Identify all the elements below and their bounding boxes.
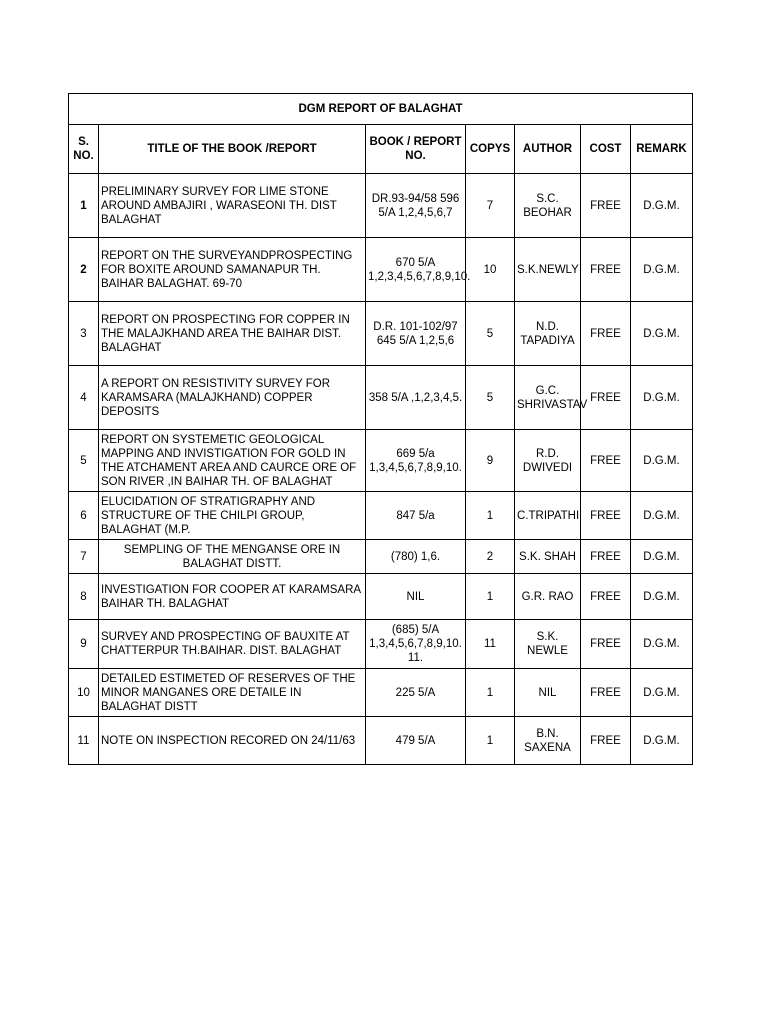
cell-title: DETAILED ESTIMETED OF RESERVES OF THE MINOR MANGANES ORE DETAILE IN BALAGHAT DISTT — [99, 669, 366, 717]
cell-remark: D.G.M. — [631, 366, 693, 430]
table-row — [69, 574, 693, 620]
cell-cost: FREE — [581, 540, 631, 574]
header-author: AUTHOR — [515, 125, 581, 174]
cell-copys: 7 — [466, 174, 515, 238]
cell-author: S.C. BEOHAR — [515, 174, 581, 238]
cell-copys: 11 — [466, 620, 515, 669]
header-cost: COST — [581, 125, 631, 174]
cell-book-no: 479 5/A — [366, 717, 466, 765]
cell-title: REPORT ON SYSTEMETIC GEOLOGICAL MAPPING AND INVISTIGATION FOR GOLD IN THE ATCHAMENT AREA AND CAURCE ORE OF SON RIVER ,IN BAIHAR TH. OF BALAGHAT — [99, 430, 366, 492]
cell-author: S.K.NEWLY — [515, 238, 581, 302]
cell-cost: FREE — [581, 620, 631, 669]
cell-copys: 1 — [466, 717, 515, 765]
cell-book-no: 847 5/a — [366, 492, 466, 540]
cell-author: G.C. SHRIVASTAV — [515, 366, 581, 430]
cell-sno: 4 — [69, 366, 99, 430]
cell-book-no: (685) 5/A 1,3,4,5,6,7,8,9,10. 11. — [366, 620, 466, 669]
cell-book-no: 669 5/a 1,3,4,5,6,7,8,9,10. — [366, 430, 466, 492]
cell-sno: 1 — [69, 174, 99, 238]
cell-copys: 2 — [466, 540, 515, 574]
cell-author: N.D. TAPADIYA — [515, 302, 581, 366]
cell-title: NOTE ON INSPECTION RECORED ON 24/11/63 — [99, 717, 366, 765]
cell-copys: 9 — [466, 430, 515, 492]
cell-title: REPORT ON THE SURVEYANDPROSPECTING FOR BOXITE AROUND SAMANAPUR TH. BAIHAR BALAGHAT. 69-70 — [99, 238, 366, 302]
cell-author: R.D. DWIVEDI — [515, 430, 581, 492]
table-row — [69, 540, 693, 574]
table-row — [69, 238, 693, 302]
cell-copys: 1 — [466, 574, 515, 620]
cell-title: REPORT ON PROSPECTING FOR COPPER IN THE MALAJKHAND AREA THE BAIHAR DIST. BALAGHAT — [99, 302, 366, 366]
header-title: TITLE OF THE BOOK /REPORT — [99, 125, 366, 174]
cell-sno: 3 — [69, 302, 99, 366]
cell-cost: FREE — [581, 430, 631, 492]
cell-author: C.TRIPATHI — [515, 492, 581, 540]
cell-sno: 6 — [69, 492, 99, 540]
cell-title: PRELIMINARY SURVEY FOR LIME STONE AROUND AMBAJIRI , WARASEONI TH. DIST BALAGHAT — [99, 174, 366, 238]
table-row — [69, 430, 693, 492]
table-row — [69, 366, 693, 430]
cell-sno: 8 — [69, 574, 99, 620]
cell-cost: FREE — [581, 717, 631, 765]
cell-sno: 2 — [69, 238, 99, 302]
cell-author: B.N. SAXENA — [515, 717, 581, 765]
table-row — [69, 669, 693, 717]
cell-copys: 5 — [466, 366, 515, 430]
cell-remark: D.G.M. — [631, 574, 693, 620]
cell-author: G.R. RAO — [515, 574, 581, 620]
cell-sno: 7 — [69, 540, 99, 574]
cell-book-no: (780) 1,6. — [366, 540, 466, 574]
cell-remark: D.G.M. — [631, 302, 693, 366]
cell-title: SEMPLING OF THE MENGANSE ORE IN BALAGHAT DISTT. — [99, 540, 366, 574]
cell-book-no: 225 5/A — [366, 669, 466, 717]
cell-book-no: 358 5/A ,1,2,3,4,5. — [366, 366, 466, 430]
cell-author: S.K. NEWLE — [515, 620, 581, 669]
header-remark: REMARK — [631, 125, 693, 174]
cell-remark: D.G.M. — [631, 669, 693, 717]
cell-book-no: D.R. 101-102/97 645 5/A 1,2,5,6 — [366, 302, 466, 366]
cell-cost: FREE — [581, 574, 631, 620]
cell-sno: 9 — [69, 620, 99, 669]
cell-cost: FREE — [581, 669, 631, 717]
cell-cost: FREE — [581, 174, 631, 238]
table-row — [69, 174, 693, 238]
report-table — [68, 93, 693, 765]
cell-cost: FREE — [581, 492, 631, 540]
table-title: DGM REPORT OF BALAGHAT — [69, 94, 693, 125]
header-sno: S. NO. — [69, 125, 99, 174]
cell-cost: FREE — [581, 238, 631, 302]
cell-book-no: DR.93-94/58 596 5/A 1,2,4,5,6,7 — [366, 174, 466, 238]
table-row — [69, 302, 693, 366]
cell-author: NIL — [515, 669, 581, 717]
table-row — [69, 492, 693, 540]
cell-remark: D.G.M. — [631, 238, 693, 302]
cell-copys: 5 — [466, 302, 515, 366]
cell-cost: FREE — [581, 366, 631, 430]
cell-remark: D.G.M. — [631, 174, 693, 238]
table-row — [69, 620, 693, 669]
cell-title: SURVEY AND PROSPECTING OF BAUXITE AT CHATTERPUR TH.BAIHAR. DIST. BALAGHAT — [99, 620, 366, 669]
cell-remark: D.G.M. — [631, 430, 693, 492]
cell-title: A REPORT ON RESISTIVITY SURVEY FOR KARAMSARA (MALAJKHAND) COPPER DEPOSITS — [99, 366, 366, 430]
cell-book-no: NIL — [366, 574, 466, 620]
cell-remark: D.G.M. — [631, 620, 693, 669]
cell-sno: 11 — [69, 717, 99, 765]
cell-sno: 10 — [69, 669, 99, 717]
cell-remark: D.G.M. — [631, 540, 693, 574]
cell-remark: D.G.M. — [631, 492, 693, 540]
cell-book-no: 670 5/A 1,2,3,4,5,6,7,8,9,10. — [366, 238, 466, 302]
header-book-no: BOOK / REPORT NO. — [366, 125, 466, 174]
cell-sno: 5 — [69, 430, 99, 492]
cell-cost: FREE — [581, 302, 631, 366]
cell-copys: 1 — [466, 492, 515, 540]
cell-remark: D.G.M. — [631, 717, 693, 765]
cell-copys: 10 — [466, 238, 515, 302]
cell-copys: 1 — [466, 669, 515, 717]
cell-title: INVESTIGATION FOR COOPER AT KARAMSARA BAIHAR TH. BALAGHAT — [99, 574, 366, 620]
table-row — [69, 717, 693, 765]
header-copys: COPYS — [466, 125, 515, 174]
cell-title: ELUCIDATION OF STRATIGRAPHY AND STRUCTURE OF THE CHILPI GROUP, BALAGHAT (M.P. — [99, 492, 366, 540]
cell-author: S.K. SHAH — [515, 540, 581, 574]
